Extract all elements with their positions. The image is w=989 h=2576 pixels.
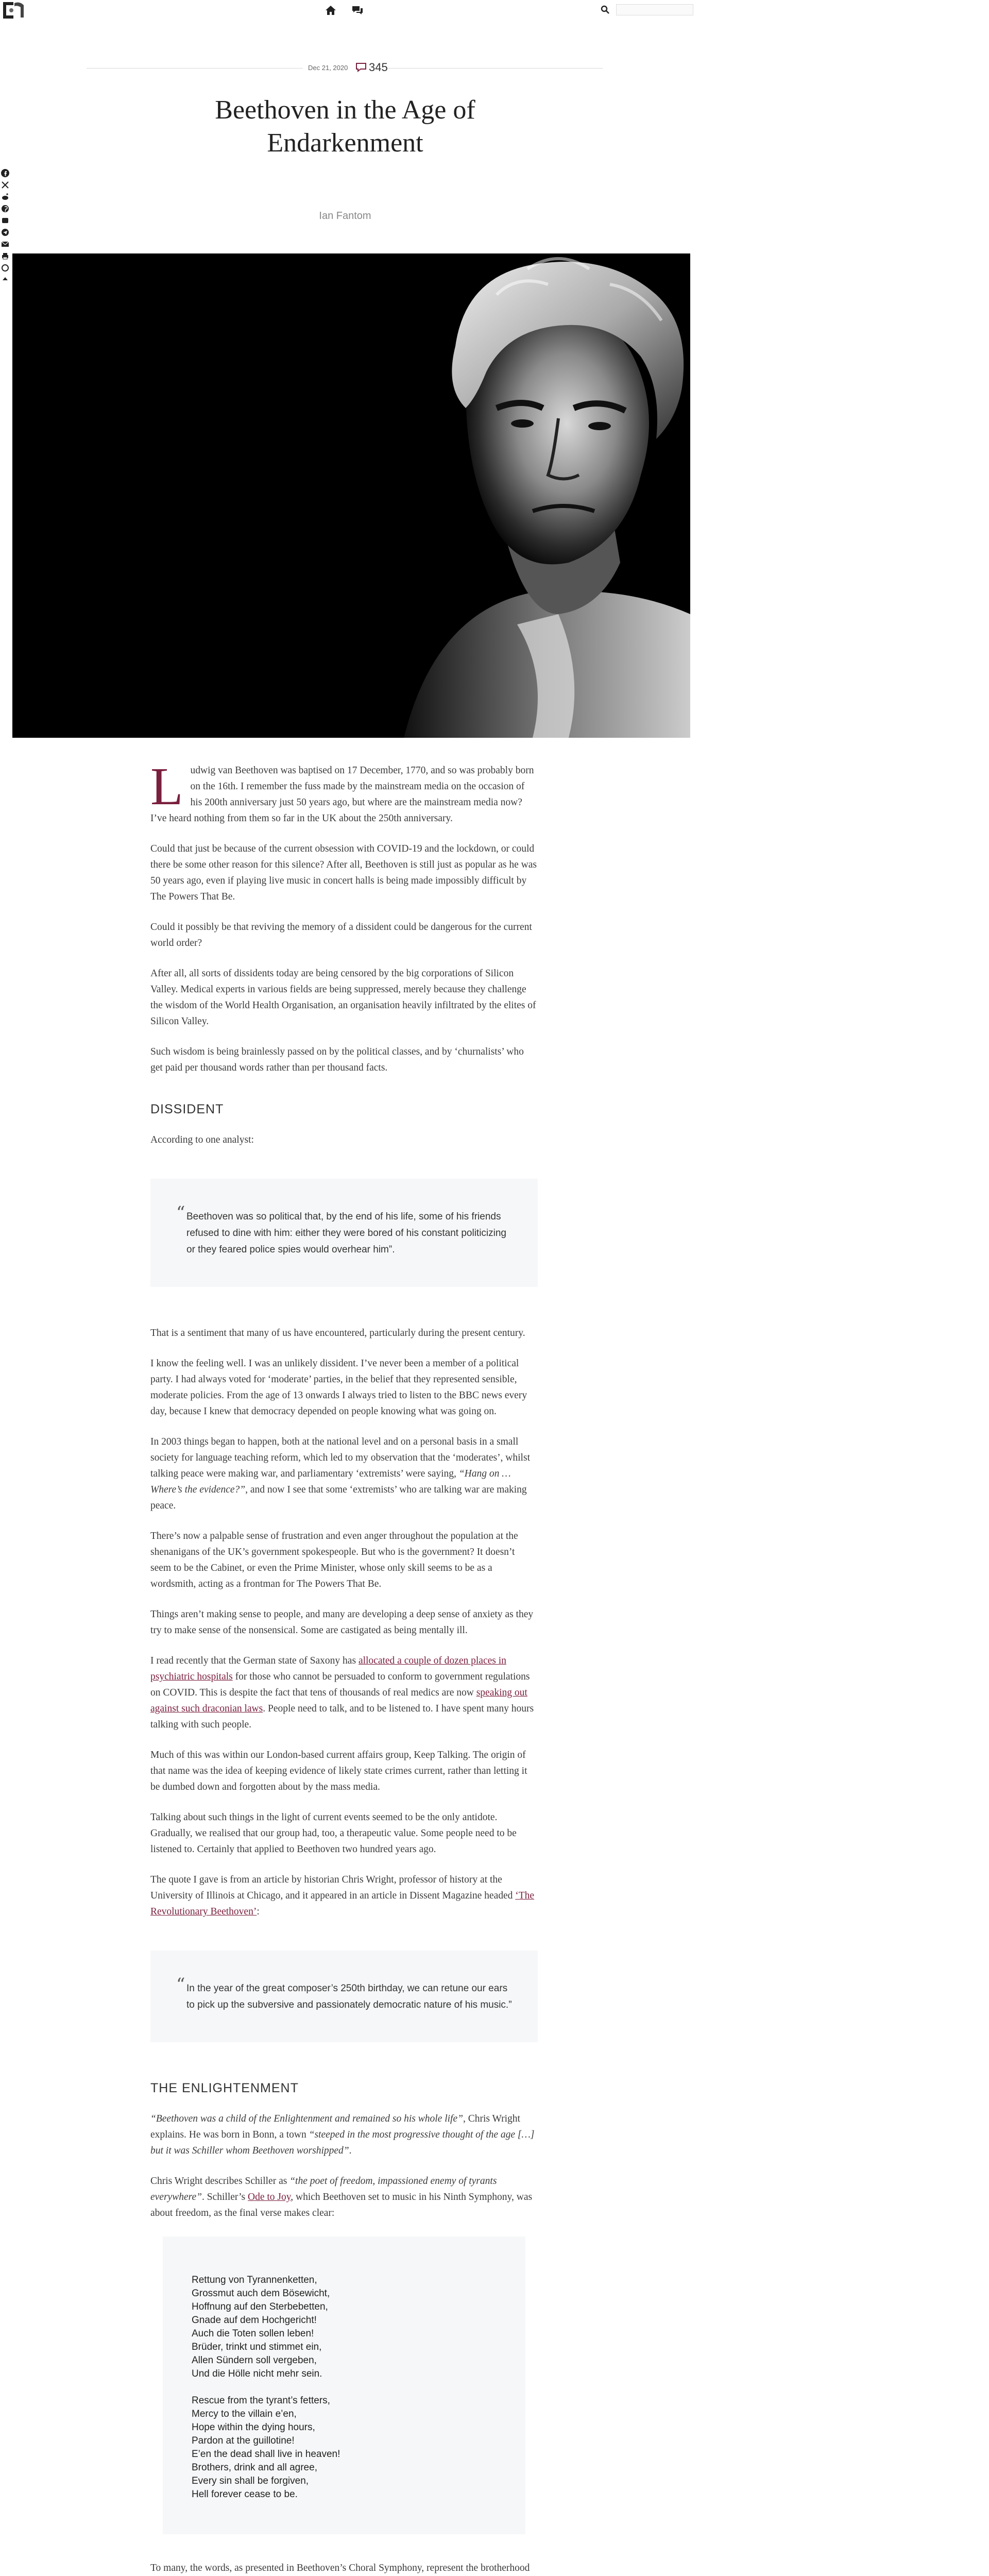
print-icon[interactable] xyxy=(1,252,9,260)
search-box xyxy=(601,4,690,15)
poem-line: Hell forever cease to be. xyxy=(192,2489,298,2500)
poem-line: Pardon at the guillotine! xyxy=(192,2435,295,2446)
poem-line: Gnade auf dem Hochgericht! xyxy=(192,2315,317,2326)
poem-block xyxy=(163,2236,525,2534)
paragraph: Such wisdom is being brainlessly passed on by the political classes, and by ‘churnalists’ who get paid per thousand words rather than per thousand facts. xyxy=(150,1046,524,1073)
home-icon[interactable] xyxy=(325,4,337,16)
article-title: Beethoven in the Age of Endarkenment xyxy=(215,95,475,158)
search-icon[interactable] xyxy=(601,5,610,14)
paragraph: The quote I gave is from an article by historian Chris Wright, professor of history at the University of Illinois at Chicago, and it appeared in an article in Dissent Magazine headed ‘The Revolutionary Beethoven’: xyxy=(150,1874,535,1917)
comment-bubble-icon xyxy=(355,62,367,73)
share-bar xyxy=(1,169,10,287)
poem-stanza-german xyxy=(192,2274,505,2381)
paragraph: That is a sentiment that many of us have encountered, particularly during the present century. xyxy=(150,1328,525,1338)
paragraph: Things aren’t making sense to people, and many are developing a deep sense of anxiety as they try to make sense of the nonsensical. Some are castigated as being mentally ill. xyxy=(150,1609,534,1636)
poem-line: Hope within the dying hours, xyxy=(192,2422,315,2433)
poem-line: Allen Sündern soll vergeben, xyxy=(192,2355,317,2366)
blockquote xyxy=(150,1179,538,1287)
drop-cap: L xyxy=(150,757,183,816)
poem-line: Hoffnung auf den Sterbebetten, xyxy=(192,2301,328,2312)
poem-line: Mercy to the villain e’en, xyxy=(192,2409,297,2419)
poem-line: Und die Hölle nicht mehr sein. xyxy=(192,2368,322,2379)
top-bar xyxy=(0,0,690,21)
paragraph: Could that just be because of the current obsession with COVID-19 and the lockdown, or could there be some other reason for this silence? After all, Beethoven is still just as popular as he was 50 years ago, even if playing live music in concert halls is being made impossibly difficult by The Powers That Be. xyxy=(150,843,537,902)
meta-divider-left xyxy=(87,68,303,69)
poem-line: Rettung von Tyrannenketten, xyxy=(192,2275,317,2285)
poem-line: Brüder, trinkt und stimmet ein, xyxy=(192,2342,322,2352)
comment-count-link[interactable] xyxy=(355,61,388,74)
hero-image xyxy=(12,253,690,738)
paragraph: There’s now a palpable sense of frustration and even anger throughout the population at the shenanigans of the UK’s government spokespeople. But who is the government? It doesn’t seem to be the Cabinet, or even the Prime Minister, whose only skill seems to be as a wordsmith, acting as a frontman for The Powers That Be. xyxy=(150,1531,518,1589)
paragraph-intro: Ludwig van Beethoven was baptised on 17 December, 1770, and so was probably born on the 16th. I remember the fuss made by the mainstream media on the occasion of his 200th anniversary just 50 years ago, but where are the mainstream media now? I’ve heard nothing from them so far in the UK about the 250th anniversary. xyxy=(150,757,534,824)
link-ode-to-joy[interactable]: Ode to Joy xyxy=(248,2192,291,2202)
link-psychiatric-places[interactable]: allocated a couple of dozen places in psychiatric hospitals xyxy=(150,1655,506,1682)
author-name[interactable]: Ian Fantom xyxy=(319,210,371,222)
link-icon[interactable] xyxy=(1,264,9,272)
paragraph: I read recently that the German state of Saxony has allocated a couple of dozen places in psychiatric hospitals for those who cannot be persuaded to conform to government regulations on COVID. This is despite the fact that tens of thousands of real medics are now speaking out against such draconian laws. People need to talk, and to be listened to. I have spent many hours talking with such people. xyxy=(150,1655,534,1730)
paragraph: After all, all sorts of dissidents today are being censored by the big corporations of Silicon Valley. Medical experts in various fields are being suppressed, merely because they challenge the wisdom of the World Health Organisation, an organisation heavily infiltrated by the elites of Silicon Valley. xyxy=(150,968,536,1027)
article-body xyxy=(150,757,538,2576)
link-speaking-out[interactable]: speaking out against such draconian laws xyxy=(150,1687,527,1714)
link-revolutionary-beethoven[interactable]: ‘The Revolutionary Beethoven’ xyxy=(150,1890,535,1917)
site-logo[interactable] xyxy=(1,0,28,21)
publish-date: Dec 21, 2020 xyxy=(308,64,348,72)
poem-line: Auch die Toten sollen leben! xyxy=(192,2328,314,2339)
paragraph: In 2003 things began to happen, both at the national level and on a personal basis in a small society for language teaching reform, which led to my observation that the ‘moderates’, whilst talking peace were making war, and parliamentary ‘extremists’ were saying, “Hang on … Where’s the evidence?”, and now I see that some ‘extremists’ who are talking war are making peace. xyxy=(150,1436,530,1511)
beethoven-portrait-illustration xyxy=(12,253,690,738)
poem-line: Rescue from the tyrant’s fetters, xyxy=(192,2395,330,2406)
search-input[interactable] xyxy=(616,4,693,15)
paragraph: Talking about such things in the light of current events seemed to be the only antidote. Gradually, we realised that our group had, too, a therapeutic value. Some people need to be listened to. Certainly that applied to Beethoven two hundred years ago. xyxy=(150,1812,517,1855)
comment-count: 345 xyxy=(369,61,388,74)
paragraph: “Beethoven was a child of the Enlightenment and remained so his whole life”, Chris Wright explains. He was born in Bonn, a town “steeped in the most progressive thought of the age […] but it was Schiller whom Beethoven worshipped”. xyxy=(150,2113,535,2156)
more-share-icon[interactable] xyxy=(1,276,9,284)
poem-line: E’en the dead shall live in heaven! xyxy=(192,2449,340,2460)
poem-stanza-english xyxy=(192,2394,505,2501)
blockquote xyxy=(150,1951,538,2042)
paragraph: Could it possibly be that reviving the memory of a dissident could be dangerous for the current world order? xyxy=(150,922,532,948)
facebook-icon[interactable] xyxy=(1,169,9,177)
section-heading-dissident: DISSIDENT xyxy=(150,1102,224,1116)
paragraph: Much of this was within our London-based current affairs group, Keep Talking. The origin of that name was the idea of keeping evidence of likely state crimes current, rather than letting it be dumbed down and forgotten about by the mass media. xyxy=(150,1750,527,1792)
telegram-icon[interactable] xyxy=(1,228,9,236)
poem-line: Grossmut auch dem Bösewicht, xyxy=(192,2288,330,2299)
section-heading-enlightenment: THE ENLIGHTENMENT xyxy=(150,2081,299,2095)
comments-icon[interactable] xyxy=(351,4,364,16)
poem-line: Every sin shall be forgiven, xyxy=(192,2476,309,2486)
reddit-icon[interactable] xyxy=(1,193,9,201)
paragraph: To many, the words, as presented in Beethoven’s Choral Symphony, represent the brotherhood xyxy=(150,2563,530,2573)
gab-icon[interactable] xyxy=(1,216,9,225)
paragraph: According to one analyst: xyxy=(150,1134,254,1145)
meta-divider-right xyxy=(386,68,603,69)
paragraph: Chris Wright describes Schiller as “the poet of freedom, impassioned enemy of tyrants everywhere”. Schiller’s Ode to Joy, which Beethoven set to music in his Ninth Symphony, was about freedom, as the final verse makes clear: xyxy=(150,2176,533,2218)
x-twitter-icon[interactable] xyxy=(1,181,9,189)
pinterest-icon[interactable] xyxy=(1,205,9,213)
quote-text: Beethoven was so political that, by the end of his life, some of his friends refused to dine with him: either they were bored of his constant politicizing or they feared police spies would overhear him”. xyxy=(186,1211,506,1255)
paragraph: I know the feeling well. I was an unlikely dissident. I’ve never been a member of a political party. I had always voted for ‘moderate’ parties, in the belief that they represented sensible, moderate policies. From the age of 13 onwards I always tried to listen to the BBC news every day, because I knew that democracy depended on people knowing what was going on. xyxy=(150,1358,527,1417)
quote-mark-icon: “ xyxy=(176,1202,185,1223)
quote-mark-icon: “ xyxy=(176,1974,185,1995)
quote-text: In the year of the great composer’s 250th birthday, we can retune our ears to pick up the subversive and passionately democratic nature of his music.” xyxy=(186,1983,512,2010)
poem-line: Brothers, drink and all agree, xyxy=(192,2462,317,2473)
email-icon[interactable] xyxy=(1,240,9,248)
